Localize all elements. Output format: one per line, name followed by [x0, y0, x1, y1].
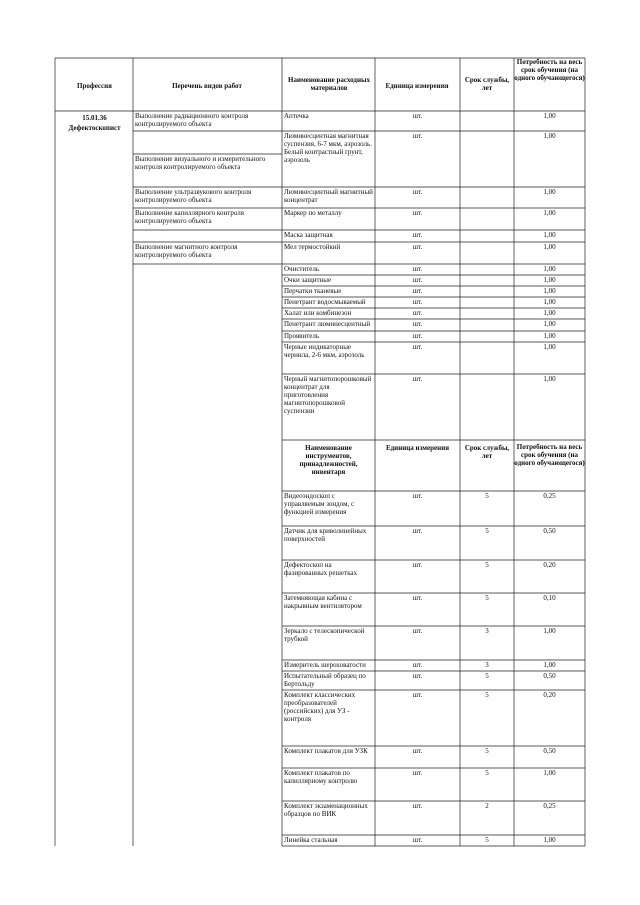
tool-life: 5 [485, 527, 489, 535]
material-name: Очиститель [284, 265, 320, 273]
work-item-radiation: Выполнение радиационного контроля контролируемого объекта [135, 112, 249, 128]
tool-name: Дефектоскоп на фазированных решетках [284, 561, 357, 577]
header-service-life: Срок службы, лет [464, 76, 510, 92]
tool-need: 0,50 [543, 672, 556, 680]
material-unit: шт. [412, 343, 423, 351]
tools-header-life: Срок службы, лет [464, 444, 510, 460]
material-unit: шт. [412, 320, 423, 328]
tool-life: 3 [485, 627, 489, 635]
tool-need: 0,50 [543, 527, 556, 535]
tool-life: 5 [485, 836, 489, 844]
tool-need: 1,00 [543, 769, 556, 777]
tool-unit: шт. [412, 492, 423, 500]
material-unit: шт. [412, 375, 423, 383]
material-need: 1,00 [543, 132, 556, 140]
tool-name: Датчик для криволинейных поверхностей [284, 527, 367, 543]
material-need: 1,00 [543, 231, 556, 239]
material-need: 1,00 [543, 276, 556, 284]
tool-life: 5 [485, 691, 489, 699]
tool-life: 5 [485, 769, 489, 777]
tool-unit: шт. [412, 661, 423, 669]
material-name: Проявитель [284, 332, 320, 340]
material-unit: шт. [412, 309, 423, 317]
tool-unit: шт. [412, 802, 423, 810]
material-need: 1,00 [543, 343, 556, 351]
material-name: Черные индикаторные чернила, 2-6 мкм, аэрозоль [284, 343, 365, 359]
tool-life: 2 [485, 802, 489, 810]
material-unit: шт. [412, 276, 423, 284]
tool-life: 5 [485, 672, 489, 680]
material-unit: шт. [412, 132, 423, 140]
tool-need: 0,20 [543, 691, 556, 699]
tool-life: 3 [485, 661, 489, 669]
work-item-ultrasonic: Выполнение ультразвукового контроля контролируемого объекта [135, 188, 252, 204]
work-item-visual: Выполнение визуального и измерительного контроля контролируемого объекта [135, 155, 266, 171]
tool-life: 5 [485, 594, 489, 602]
tools-header-unit: Единица измерения [385, 444, 450, 452]
material-unit: шт. [412, 112, 423, 120]
tool-unit: шт. [412, 527, 423, 535]
tool-life: 5 [485, 747, 489, 755]
tool-need: 0,10 [543, 594, 556, 602]
tool-name: Линейка стальная [284, 836, 338, 844]
tool-need: 1,00 [543, 836, 556, 844]
tool-name: Испытательный образец по Бертольду [284, 672, 366, 688]
tool-unit: шт. [412, 627, 423, 635]
tool-unit: шт. [412, 594, 423, 602]
tool-name: Измеритель шероховатости [284, 661, 366, 669]
tool-need: 0,20 [543, 561, 556, 569]
header-materials-name: Наименование расходных материалов [288, 76, 370, 92]
material-need: 1,00 [543, 320, 556, 328]
material-unit: шт. [412, 209, 423, 217]
tool-unit: шт. [412, 836, 423, 844]
material-name: Пенетрант люминесцентный [284, 320, 371, 328]
tool-need: 0,25 [543, 492, 556, 500]
material-name: Очки защитные [284, 276, 332, 284]
material-unit: шт. [412, 298, 423, 306]
material-name: Пенетрант водосмываемый [284, 298, 366, 306]
material-name: Люминесцентная магнитная суспензия, 6-7 мкм, аэрозоль. Белый контрастный грунт, аэрозоль [284, 132, 372, 164]
tool-name: Комплект плакатов для УЗК [284, 747, 368, 755]
material-name: Аптечка [284, 112, 309, 120]
material-need: 1,00 [543, 243, 556, 251]
tool-unit: шт. [412, 769, 423, 777]
material-name: Маркер по металлу [284, 209, 342, 217]
material-unit: шт. [412, 332, 423, 340]
tool-need: 0,50 [543, 747, 556, 755]
tool-unit: шт. [412, 561, 423, 569]
tool-life: 5 [485, 492, 489, 500]
material-unit: шт. [412, 188, 423, 196]
tool-unit: шт. [412, 747, 423, 755]
tool-need: 0,25 [543, 802, 556, 810]
header-unit: Единица измерения [385, 82, 449, 90]
tool-need: 1,00 [543, 627, 556, 635]
material-need: 1,00 [543, 298, 556, 306]
material-name: Маска защитная [284, 231, 333, 239]
material-need: 1,00 [543, 265, 556, 273]
material-need: 1,00 [543, 332, 556, 340]
material-unit: шт. [412, 287, 423, 295]
material-need: 1,00 [543, 309, 556, 317]
material-need: 1,00 [543, 287, 556, 295]
header-works-list: Перечень видов работ [172, 82, 242, 90]
tool-unit: шт. [412, 672, 423, 680]
material-unit: шт. [412, 265, 423, 273]
material-unit: шт. [412, 243, 423, 251]
material-unit: шт. [412, 231, 423, 239]
tool-name: Комплект плакатов по капиллярному контролю [284, 769, 358, 785]
work-item-magnetic: Выполнение магнитного контроля контролируемого объекта [135, 243, 238, 259]
material-name: Мел термостойкий [284, 243, 341, 251]
material-name: Перчатки тканевые [284, 287, 342, 295]
material-name: Люминесцентный магнитный концентрат [284, 188, 373, 204]
tools-header-name: Наименование инструментов, принадлежностей, инвентаря [299, 444, 358, 476]
material-need: 1,00 [543, 375, 556, 383]
profession-code: 15.01.36 [82, 114, 107, 122]
tool-life: 5 [485, 561, 489, 569]
material-name: Халат или комбинезон [284, 309, 352, 317]
tool-name: Видеоэндоскоп с управляемым зондом, с функцией измерения [284, 492, 355, 516]
tool-unit: шт. [412, 691, 423, 699]
header-need: Потребность на весь срок обучения (на одного обучающегося) [514, 58, 585, 82]
profession-name: Дефектоскопист [68, 124, 121, 132]
work-item-capillary: Выполнение капиллярного контроля контролируемого объекта [135, 209, 244, 225]
tool-name: Комплект классических преобразователей (российских) для УЗ - контроля [284, 691, 356, 723]
tool-need: 1,00 [543, 661, 556, 669]
material-need: 1,00 [543, 112, 556, 120]
tool-name: Зеркало с телескопической трубкой [284, 627, 365, 643]
tools-header-need: Потребность на весь срок обучения (на одного обучающегося) [514, 443, 585, 467]
material-need: 1,00 [543, 209, 556, 217]
header-profession: Профессия [77, 82, 112, 90]
material-name: Черный магнитопорошковый концентрат для приготовления магнитопорошковой суспензии [284, 375, 372, 415]
tool-name: Комплект экзаменационных образцов по ВИК [284, 802, 368, 818]
material-need: 1,00 [543, 188, 556, 196]
tool-name: Затемняющая кабина с накрывным вентилятором [284, 594, 362, 610]
